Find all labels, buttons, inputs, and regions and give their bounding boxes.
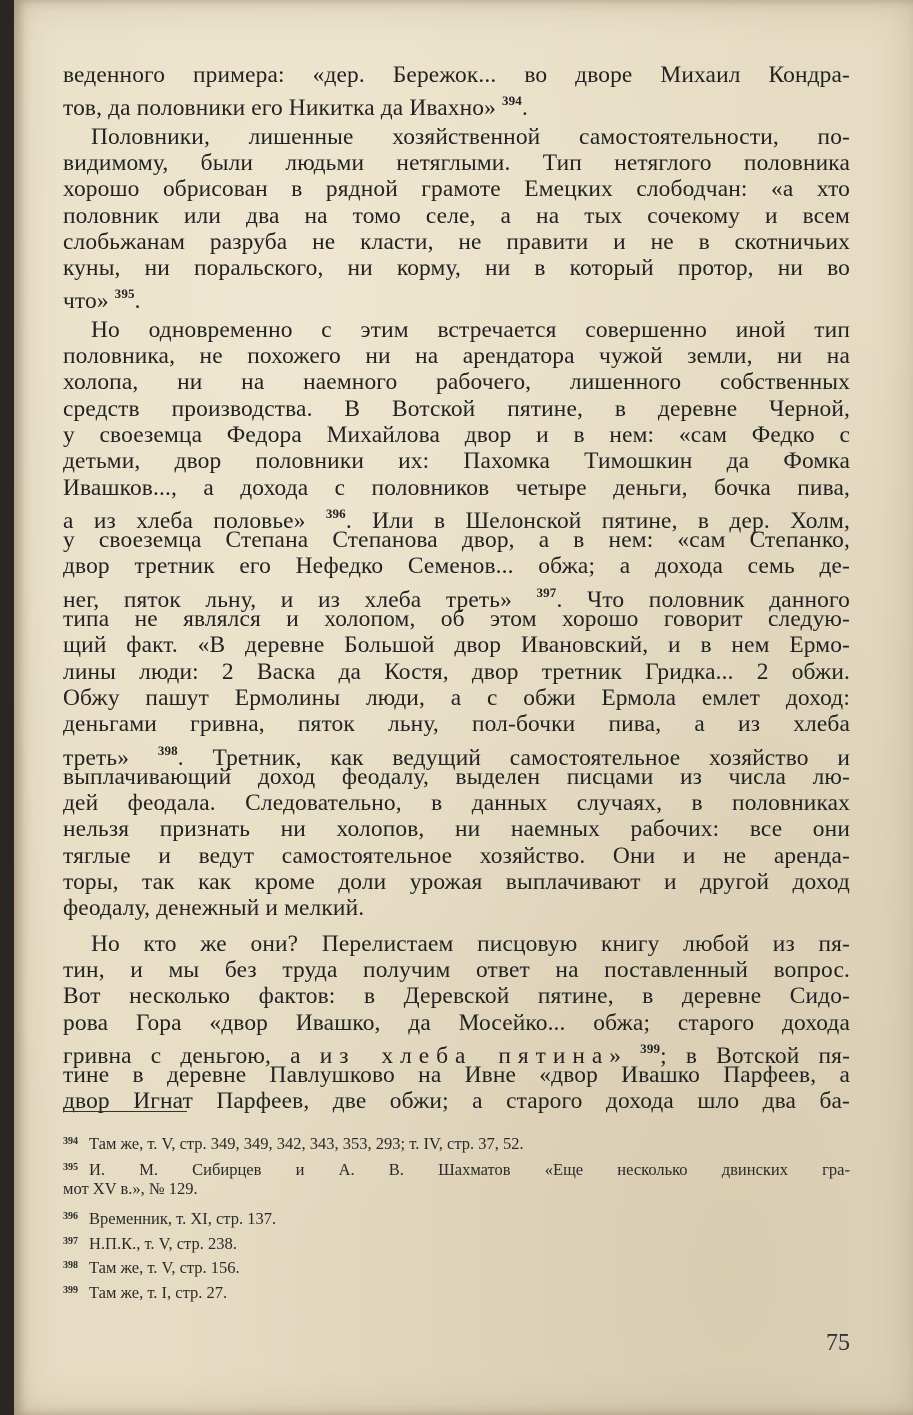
text-segment: тине в деревне Павлушково на Ивне «двор Ивашко Парфеев, а [63, 1062, 850, 1089]
footnote-text: Н.П.К., т. V, стр. 238. [89, 1234, 237, 1253]
text-line [63, 606, 850, 632]
text-segment: . Третник, как ведущий самостоятельное хозяйство и [177, 744, 850, 771]
footnote-text: И. М. Сибирцев и А. В. Шахматов «Еще несколько двинских гра- [89, 1160, 850, 1179]
text-line [63, 88, 850, 122]
text-line [63, 369, 850, 395]
text-line [63, 1036, 851, 1069]
footnote-ref: 398 [157, 742, 178, 758]
text-line [63, 957, 850, 983]
text-line [63, 475, 850, 501]
footnote [63, 1157, 850, 1179]
text-segment: детьми, двор половники их: Пахомка Тимошкин да Фомка [63, 448, 850, 475]
text-line [63, 632, 850, 658]
text-line [63, 1062, 850, 1088]
text-segment: типа не являлся и холопом, об этом хорошо говорит следую- [63, 606, 850, 632]
footnote [63, 1280, 850, 1302]
footnote-number: 395 [63, 1162, 78, 1173]
text-segment: двор Игнат Парфеев, две обжи; а старого дохода шло два ба- [63, 1088, 850, 1115]
book-page [14, 0, 913, 1415]
footnote [63, 1131, 850, 1153]
spaced-emphasis: из хлеба пятина [319, 1042, 610, 1069]
text-line [63, 229, 850, 255]
text-segment: половника, не похожего ни на арендатора чужой земли, ни на [63, 343, 850, 369]
text-line [91, 124, 850, 150]
footnote-number: 396 [63, 1211, 78, 1222]
text-line [63, 764, 850, 790]
footnote-number: 394 [63, 1136, 78, 1147]
footnote [63, 1206, 850, 1228]
text-segment: средств производства. В Вотской пятине, в деревне Черной, [63, 395, 850, 422]
footnote-number: 397 [63, 1236, 78, 1247]
text-segment: выплачивающий доход феодалу, выделен писцами из числа лю- [63, 763, 850, 790]
text-line [63, 396, 850, 422]
text-line [63, 738, 850, 771]
text-segment: . Или в Шелонской пятине, в дер. Холм, [345, 507, 850, 534]
text-segment: . Что половник данного [556, 586, 851, 613]
text-line [63, 62, 850, 88]
text-segment: лины люди: 2 Васка да Костя, двор третник Гридка... 2 обжи. [63, 658, 850, 685]
text-segment: . [521, 95, 528, 122]
page-number: 75 [826, 1330, 850, 1356]
footnote [63, 1255, 850, 1277]
text-line [63, 501, 850, 534]
footnote-number: 398 [63, 1260, 78, 1271]
footnote-ref: 396 [325, 505, 346, 521]
text-line [63, 527, 850, 553]
text-segment: гривна с деньгою, а [63, 1042, 320, 1069]
text-segment: Обжу пашут Ермолины люди, а с обжи Ермола емлет доход: [63, 684, 850, 711]
text-segment: хорошо обрисован в рядной грамоте Емецких слободчан: «а хто [63, 176, 850, 203]
text-line [63, 843, 850, 869]
text-line [63, 448, 850, 474]
text-segment: слобьжанам разруба не класти, не правити и не в скотничьих [63, 228, 850, 255]
footnote-text: Там же, т. V, стр. 156. [89, 1258, 240, 1277]
text-segment: феодалу, денежный и мелкий. [63, 895, 365, 922]
text-segment: Половники, лишенные хозяйственной самостоятельности, по- [91, 123, 850, 150]
text-segment: а из хлеба половье» [63, 507, 326, 534]
text-segment: рова Гора «двор Ивашко, да Мосейко... обжа; старого дохода [63, 1009, 850, 1036]
text-line [63, 150, 850, 176]
text-segment: деньгами гривна, пяток льну, пол-бочки пива, а из хлеба [63, 711, 850, 738]
text-line [63, 176, 850, 202]
text-line [63, 711, 850, 737]
text-line [63, 983, 850, 1009]
text-segment: щий факт. «В деревне Большой двор Ивановский, и в нем Ермо- [63, 632, 850, 659]
text-segment: нег, пяток льну, и из хлеба треть» [63, 586, 537, 613]
footnote-text: Там же, т. V, стр. 349, 349, 342, 343, 353, 293; т. IV, стр. 37, 52. [89, 1134, 524, 1153]
footnote [63, 1231, 850, 1253]
text-line [63, 422, 850, 448]
text-segment: Но кто же они? Перелистаем писцовую книгу любой из пя- [91, 930, 850, 957]
text-segment: что» [63, 288, 115, 315]
text-segment: Ивашков..., а дохода с половников четыре деньги, бочка пива, [63, 474, 850, 501]
text-line [63, 343, 850, 369]
footnote-ref: 395 [114, 286, 135, 302]
footnote-divider [63, 1111, 187, 1112]
text-segment: нельзя признать ни холопов, ни наемных рабочих: все они [63, 816, 850, 843]
text-line [63, 281, 850, 315]
footnote-ref: 397 [536, 584, 557, 600]
text-line [63, 255, 850, 281]
text-line [63, 790, 850, 816]
footnote-ref: 399 [640, 1040, 661, 1056]
text-segment: видимому, были людьми нетяглыми. Тип нетяглого половника [63, 149, 850, 176]
text-line [91, 317, 850, 343]
text-segment: веденного примера: «дер. Бережок... во дворе Михаил Кондра- [63, 62, 850, 88]
text-line [63, 203, 850, 229]
text-line [63, 869, 850, 895]
text-segment: холопа, ни на наемного рабочего, лишенного собственных [63, 369, 850, 396]
text-segment: у своеземца Степана Степанова двор, а в нем: «сам Степанко, [63, 527, 850, 554]
footnote-number: 399 [63, 1285, 78, 1296]
text-segment: Но одновременно с этим встречается совершенно иной тип [91, 316, 850, 343]
text-segment: . [134, 288, 141, 315]
text-segment: ; в Вотской пя- [660, 1042, 851, 1069]
footnote-text: Временник, т. XI, стр. 137. [89, 1209, 277, 1228]
text-line [63, 580, 851, 613]
text-segment: тин, и мы без труда получим ответ на поставленный вопрос. [63, 956, 850, 983]
text-line [63, 685, 850, 711]
text-line [63, 553, 850, 579]
footnote-text: мот XV в.», № 129. [63, 1179, 198, 1198]
text-line [63, 816, 850, 842]
text-segment: » [609, 1042, 641, 1069]
text-segment: Вот несколько фактов: в Деревской пятине, в деревне Сидо- [63, 983, 850, 1010]
text-segment: половник или два на томо селе, а на тых сочекому и всем [63, 202, 850, 229]
text-segment: торы, так как кроме доли урожая выплачивают и другой доход [63, 869, 850, 895]
text-segment: у своеземца Федора Михайлова двор и в нем: «сам Федко с [63, 421, 850, 448]
text-segment: тов, да половники его Никитка да Ивахно» [63, 95, 502, 122]
text-line [63, 659, 850, 685]
footnote [63, 1178, 850, 1200]
text-segment: двор третник его Нефедко Семенов... обжа; а дохода семь де- [63, 553, 850, 580]
footnote-text: Там же, т. I, стр. 27. [89, 1283, 228, 1302]
text-line [91, 931, 850, 957]
text-line [63, 1010, 850, 1036]
text-line [63, 895, 850, 921]
text-segment: тяглые и ведут самостоятельное хозяйство. Они и не арендa- [63, 842, 850, 869]
text-segment: дей феодала. Следовательно, в данных случаях, в половниках [63, 790, 850, 817]
text-segment: куны, ни поральского, ни корму, ни в который протор, ни во [63, 255, 850, 282]
footnote-ref: 394 [502, 93, 522, 109]
text-segment: треть» [63, 744, 158, 771]
